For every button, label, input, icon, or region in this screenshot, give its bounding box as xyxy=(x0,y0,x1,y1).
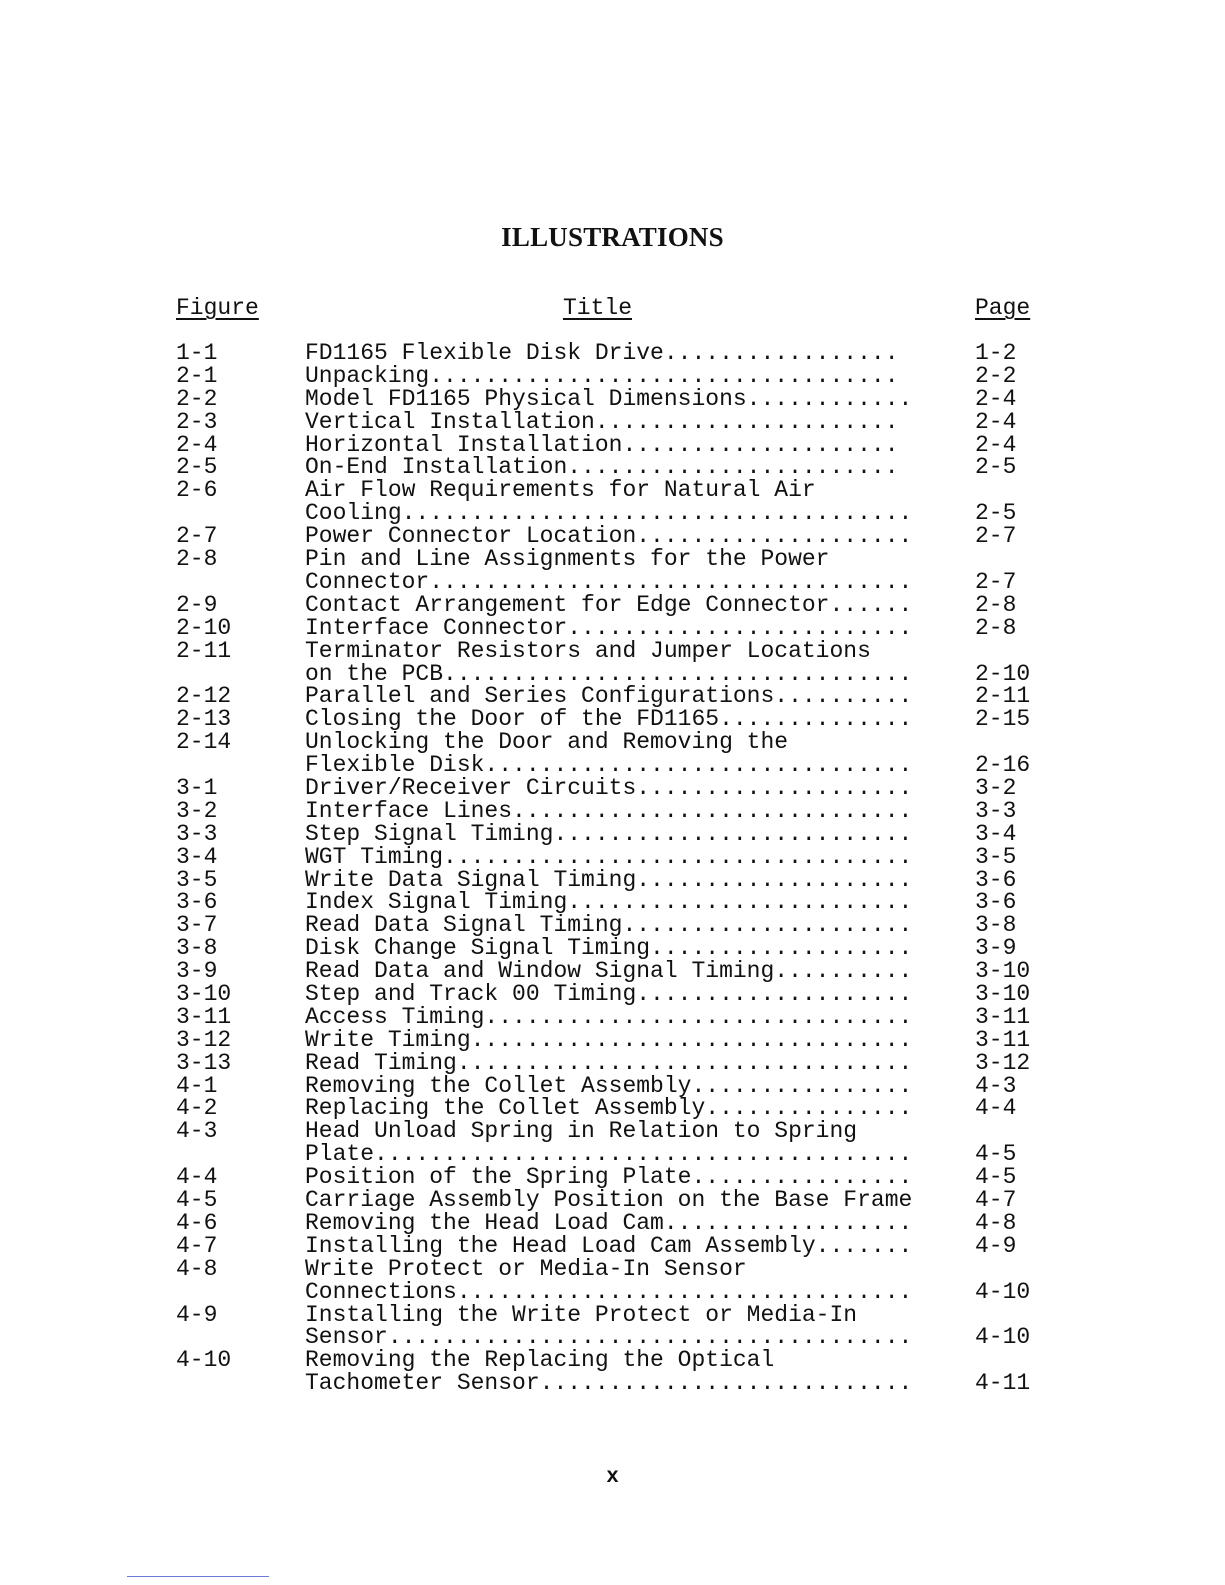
figure-number: 3-3 xyxy=(176,820,218,847)
list-item xyxy=(0,431,1225,458)
figure-title-line: FD1165 Flexible Disk Drive................. xyxy=(305,340,899,366)
figure-title-line: Pin and Line Assignments for the Power xyxy=(305,546,830,573)
list-item xyxy=(0,525,1225,548)
page-reference: 2-16 xyxy=(975,752,1031,779)
list-item xyxy=(0,456,1225,479)
figure-title-line: Position of the Spring Plate................ xyxy=(305,1164,913,1191)
figure-number: 2-13 xyxy=(176,706,232,733)
page-reference: 2-10 xyxy=(975,660,1031,687)
figure-title-line: Removing the Collet Assembly................ xyxy=(305,1072,913,1099)
figure-title-line: Horizontal Installation.................... xyxy=(305,431,899,458)
figure-number: 4-2 xyxy=(176,1095,218,1122)
figure-title-line: Power Connector Location.................... xyxy=(305,523,913,550)
page-reference: 4-4 xyxy=(975,1095,1017,1122)
figure-number: 2-14 xyxy=(176,729,232,756)
figure-number: 1-1 xyxy=(176,340,218,366)
list-item xyxy=(0,820,1225,847)
figure-number: 2-7 xyxy=(176,523,218,550)
figure-title-line: Driver/Receiver Circuits.................... xyxy=(305,774,913,801)
figure-title-line: Terminator Resistors and Jumper Locations xyxy=(305,637,871,664)
list-item xyxy=(0,960,1225,983)
figure-title-line: Disk Change Signal Timing................... xyxy=(305,935,913,962)
page-reference: 4-5 xyxy=(975,1164,1017,1191)
list-item xyxy=(0,408,1225,435)
page-reference: 3-5 xyxy=(975,843,1017,870)
page-reference: 3-2 xyxy=(975,774,1017,801)
page-number: x xyxy=(606,1466,619,1489)
figure-number: 2-6 xyxy=(176,477,218,504)
list-item xyxy=(0,1072,1225,1099)
figure-title-line: Installing the Head Load Cam Assembly....... xyxy=(305,1232,913,1259)
figure-title-line: Tachometer Sensor........................... xyxy=(305,1370,913,1397)
figure-number: 4-9 xyxy=(176,1301,218,1328)
page-reference: 2-7 xyxy=(975,523,1017,550)
page-reference: 2-2 xyxy=(975,362,1017,389)
figure-title-line: Air Flow Requirements for Natural Air xyxy=(305,477,816,504)
figure-title-line: Replacing the Collet Assembly............... xyxy=(305,1095,913,1122)
page-reference: 4-3 xyxy=(975,1072,1017,1099)
figure-number: 3-11 xyxy=(176,1003,232,1030)
figure-title-line: Interface Lines............................. xyxy=(305,797,913,824)
figure-title-line: Write Protect or Media-In Sensor xyxy=(305,1255,747,1282)
page-reference: 2-4 xyxy=(975,431,1017,458)
list-item xyxy=(0,685,1225,708)
figure-number: 2-1 xyxy=(176,362,218,389)
page-reference: 2-7 xyxy=(975,568,1017,595)
figure-number: 2-11 xyxy=(176,637,232,664)
page-reference: 2-8 xyxy=(975,591,1017,618)
footnote-rule xyxy=(127,1576,269,1577)
list-item xyxy=(0,362,1225,389)
figure-number: 2-8 xyxy=(176,546,218,573)
list-item xyxy=(0,1166,1225,1189)
figure-title-line: Installing the Write Protect or Media-In xyxy=(305,1301,858,1328)
list-item xyxy=(0,731,1225,777)
figure-title-line: Step Signal Timing.......................... xyxy=(305,820,913,847)
page-reference: 1-2 xyxy=(975,340,1017,366)
figure-number: 4-6 xyxy=(176,1209,218,1236)
page-reference: 2-4 xyxy=(975,408,1017,435)
figure-number: 2-4 xyxy=(176,431,218,458)
list-item xyxy=(0,866,1225,893)
figure-number: 3-6 xyxy=(176,889,218,916)
figure-number: 2-9 xyxy=(176,591,218,618)
list-item xyxy=(0,1349,1225,1395)
figure-title-line: Read Data and Window Signal Timing.......... xyxy=(305,958,913,985)
figure-number: 4-1 xyxy=(176,1072,218,1099)
list-item xyxy=(0,797,1225,824)
figure-title-line: Head Unload Spring in Relation to Spring xyxy=(305,1118,858,1145)
figure-number: 3-7 xyxy=(176,912,218,939)
figure-title-line: Sensor...................................... xyxy=(305,1324,913,1351)
figure-title-line: Unpacking.................................. xyxy=(305,362,899,389)
page-reference: 3-8 xyxy=(975,912,1017,939)
page-reference: 2-4 xyxy=(975,385,1017,412)
figure-title-line: WGT Timing.................................. xyxy=(305,843,913,870)
figure-number: 3-1 xyxy=(176,774,218,801)
page-column-header: Page xyxy=(975,295,1031,321)
list-item xyxy=(0,708,1225,731)
list-item xyxy=(0,1232,1225,1259)
illustrations-list xyxy=(0,342,1225,1395)
list-item xyxy=(0,1189,1225,1212)
figure-number: 4-4 xyxy=(176,1164,218,1191)
page-reference: 4-5 xyxy=(975,1141,1017,1168)
page-reference: 3-4 xyxy=(975,820,1017,847)
list-item xyxy=(0,637,1225,687)
figure-title-line: Write Data Signal Timing.................... xyxy=(305,866,913,893)
figure-title-line: Read Data Signal Timing..................... xyxy=(305,912,913,939)
list-item xyxy=(0,548,1225,594)
list-item xyxy=(0,479,1225,525)
figure-number: 3-9 xyxy=(176,958,218,985)
list-item xyxy=(0,983,1225,1006)
list-item xyxy=(0,1097,1225,1120)
list-item xyxy=(0,774,1225,801)
figure-number: 3-2 xyxy=(176,797,218,824)
figure-number: 3-13 xyxy=(176,1049,232,1076)
page-reference: 3-10 xyxy=(975,981,1031,1007)
list-item xyxy=(0,843,1225,870)
list-item xyxy=(0,1301,1225,1351)
figure-title-line: Connections................................. xyxy=(305,1278,913,1305)
list-item xyxy=(0,1255,1225,1305)
page-reference: 2-5 xyxy=(975,500,1017,527)
page-reference: 4-9 xyxy=(975,1232,1017,1259)
figure-title-line: Removing the Head Load Cam.................. xyxy=(305,1209,913,1236)
page-reference: 4-7 xyxy=(975,1187,1017,1214)
figure-number: 3-5 xyxy=(176,866,218,893)
page-reference: 3-3 xyxy=(975,797,1017,824)
figure-number: 4-7 xyxy=(176,1232,218,1259)
figure-title-line: Closing the Door of the FD1165.............. xyxy=(305,706,913,733)
figure-number: 3-4 xyxy=(176,843,218,870)
page-reference: 2-8 xyxy=(975,614,1017,641)
figure-title-line: Step and Track 00 Timing.................... xyxy=(305,981,913,1007)
figure-title-line: Read Timing................................. xyxy=(305,1049,913,1076)
figure-title-line: Interface Connector......................... xyxy=(305,614,913,641)
page-title: ILLUSTRATIONS xyxy=(501,222,724,252)
page-reference: 3-9 xyxy=(975,935,1017,962)
list-item xyxy=(0,1209,1225,1236)
page-reference: 3-10 xyxy=(975,958,1031,985)
page-reference: 3-6 xyxy=(975,866,1017,893)
figure-title-line: Flexible Disk............................... xyxy=(305,752,913,779)
list-item xyxy=(0,914,1225,937)
figure-number: 4-10 xyxy=(176,1347,232,1374)
page-reference: 4-10 xyxy=(975,1278,1031,1305)
figure-title-line: Index Signal Timing......................... xyxy=(305,889,913,916)
figure-number: 2-12 xyxy=(176,683,232,710)
figure-column-header: Figure xyxy=(176,295,259,321)
figure-title-line: Vertical Installation...................... xyxy=(305,408,899,435)
page-reference: 3-11 xyxy=(975,1026,1031,1053)
list-item xyxy=(0,591,1225,618)
figure-title-line: Removing the Replacing the Optical xyxy=(305,1347,775,1374)
list-item xyxy=(0,614,1225,641)
figure-title-line: Connector................................... xyxy=(305,568,913,595)
figure-title-line: Contact Arrangement for Edge Connector...... xyxy=(305,591,913,618)
figure-title-line: Write Timing................................ xyxy=(305,1026,913,1053)
figure-number: 2-2 xyxy=(176,385,218,412)
figure-number: 2-10 xyxy=(176,614,232,641)
page-reference: 3-6 xyxy=(975,889,1017,916)
figure-title-line: Cooling..................................... xyxy=(305,500,913,527)
list-item xyxy=(0,342,1225,365)
figure-title-line: Unlocking the Door and Removing the xyxy=(305,729,789,756)
figure-title-line: Carriage Assembly Position on the Base Frame xyxy=(305,1187,913,1214)
figure-title-line: Model FD1165 Physical Dimensions............ xyxy=(305,385,913,412)
list-item xyxy=(0,1026,1225,1053)
page-reference: 2-11 xyxy=(975,683,1031,710)
list-item xyxy=(0,937,1225,960)
page-reference: 4-10 xyxy=(975,1324,1031,1351)
title-column-header: Title xyxy=(562,295,632,321)
page-reference: 2-15 xyxy=(975,706,1031,733)
page-reference: 4-11 xyxy=(975,1370,1031,1397)
page-reference: 2-5 xyxy=(975,454,1017,481)
figure-number: 2-5 xyxy=(176,454,218,481)
list-item xyxy=(0,1049,1225,1076)
figure-number: 3-10 xyxy=(176,981,232,1007)
list-item xyxy=(0,891,1225,914)
list-item xyxy=(0,385,1225,412)
list-item xyxy=(0,1003,1225,1030)
figure-title-line: On-End Installation........................ xyxy=(305,454,899,481)
figure-number: 3-12 xyxy=(176,1026,232,1053)
page-reference: 3-11 xyxy=(975,1003,1031,1030)
figure-number: 2-3 xyxy=(176,408,218,435)
figure-title-line: on the PCB.................................. xyxy=(305,660,913,687)
figure-number: 4-5 xyxy=(176,1187,218,1214)
figure-title-line: Parallel and Series Configurations.......... xyxy=(305,683,913,710)
figure-title-line: Plate....................................... xyxy=(305,1141,913,1168)
figure-number: 3-8 xyxy=(176,935,218,962)
figure-title-line: Access Timing............................... xyxy=(305,1003,913,1030)
list-item xyxy=(0,1120,1225,1166)
page-reference: 3-12 xyxy=(975,1049,1031,1076)
figure-number: 4-3 xyxy=(176,1118,218,1145)
figure-number: 4-8 xyxy=(176,1255,218,1282)
page-reference: 4-8 xyxy=(975,1209,1017,1236)
